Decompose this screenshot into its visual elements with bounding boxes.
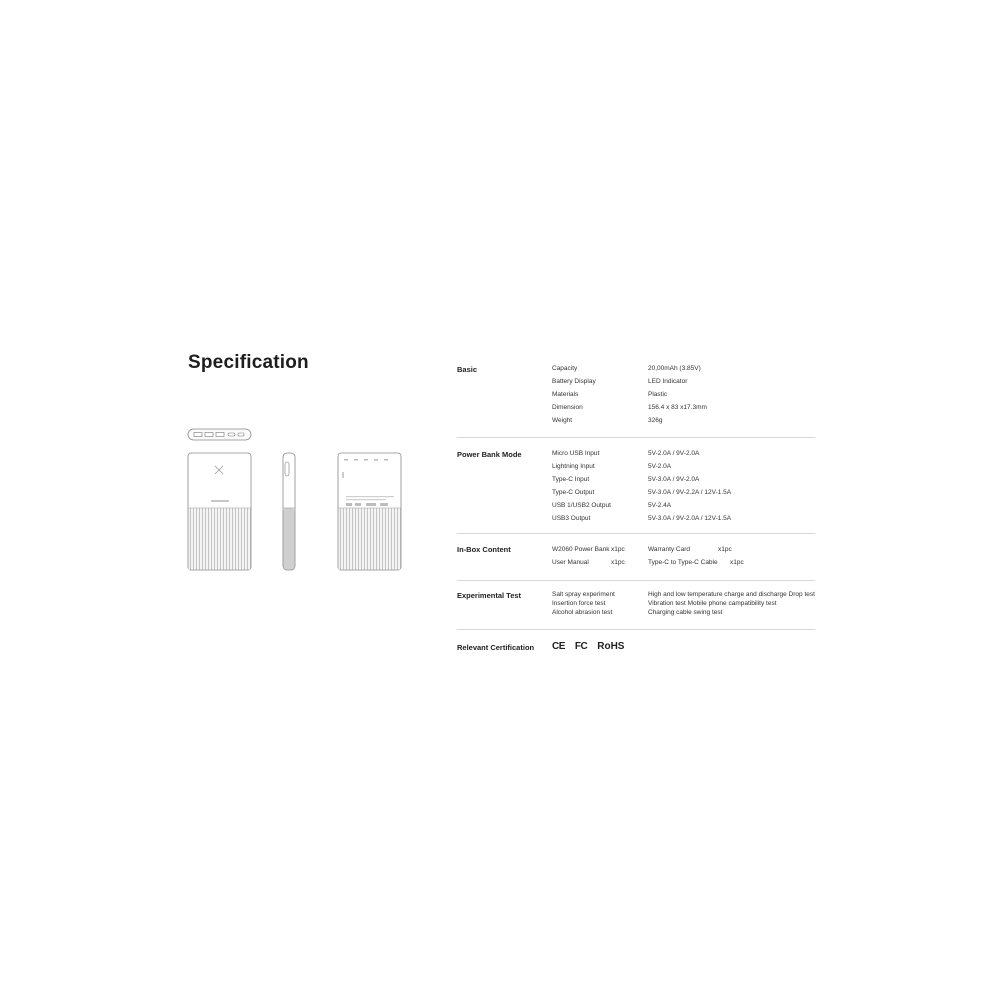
spec-key: Type-C Output xyxy=(552,489,595,496)
spec-key: Capacity xyxy=(552,365,578,372)
divider xyxy=(457,580,815,581)
spec-key: Insertion force test xyxy=(552,600,606,607)
spec-key: Weight xyxy=(552,417,573,424)
spec-value: 5V-2.0A xyxy=(648,463,672,470)
spec-value: 5V-3.0A / 9V-2.0A / 12V-1.5A xyxy=(648,515,732,522)
rohs-mark: RoHS xyxy=(597,641,625,652)
spec-value: 156.4 x 83 x17.3mm xyxy=(648,404,707,411)
top-view-drawing xyxy=(188,429,251,440)
spec-value: Vibration test Mobile phone campatibility test xyxy=(648,600,777,607)
section-label: Power Bank Mode xyxy=(457,450,522,459)
divider xyxy=(457,629,815,630)
spec-value: 20,00mAh (3.85V) xyxy=(648,365,701,372)
spec-value: High and low temperature charge and discharge Drop test xyxy=(648,591,815,598)
spec-qty: x1pc xyxy=(718,546,732,553)
spec-key: Materials xyxy=(552,391,579,398)
spec-value: 326g xyxy=(648,417,663,424)
spec-qty: x1pc xyxy=(611,559,625,566)
section-label: In-Box Content xyxy=(457,545,511,554)
back-view-drawing xyxy=(338,453,401,570)
spec-value: Warranty Card xyxy=(648,546,691,553)
spec-value: 5V-3.0A / 9V-2.0A xyxy=(648,476,700,483)
spec-value: Type-C to Type-C Cable xyxy=(648,559,718,566)
section-label: Basic xyxy=(457,365,478,374)
page-title: Specification xyxy=(188,352,309,373)
spec-value: 5V-2.4A xyxy=(648,502,672,509)
spec-key: Dimension xyxy=(552,404,583,411)
spec-key: Salt spray experiment xyxy=(552,591,615,598)
divider xyxy=(457,437,815,438)
spec-value: LED Indicator xyxy=(648,378,688,385)
certification-marks xyxy=(552,641,624,652)
spec-key: Type-C Input xyxy=(552,476,590,483)
fc-mark: FC xyxy=(574,641,588,652)
section-label: Experimental Test xyxy=(457,591,522,600)
front-view-drawing xyxy=(188,453,251,570)
spec-key: USB3 Output xyxy=(552,515,591,522)
spec-qty: x1pc xyxy=(611,546,625,553)
section-label: Relevant Certification xyxy=(457,643,535,652)
spec-key: Battery Display xyxy=(552,378,596,385)
side-view-drawing xyxy=(283,453,295,570)
ce-mark: CE xyxy=(552,641,565,652)
spec-key: Micro USB Input xyxy=(552,450,600,457)
spec-key: W2060 Power Bank xyxy=(552,546,610,553)
spec-value: 5V-3.0A / 9V-2.2A / 12V-1.5A xyxy=(648,489,732,496)
spec-qty: x1pc xyxy=(730,559,744,566)
divider xyxy=(457,533,815,534)
spec-key: Lightning Input xyxy=(552,463,595,470)
spec-value: 5V-2.0A / 9V-2.0A xyxy=(648,450,700,457)
spec-key: Alcohol abrasion test xyxy=(552,609,613,616)
spec-value: Plastic xyxy=(648,391,668,398)
spec-key: User Manual xyxy=(552,559,589,566)
spec-key: USB 1/USB2 Output xyxy=(552,502,611,509)
spec-value: Charging cable swing test xyxy=(648,609,723,616)
